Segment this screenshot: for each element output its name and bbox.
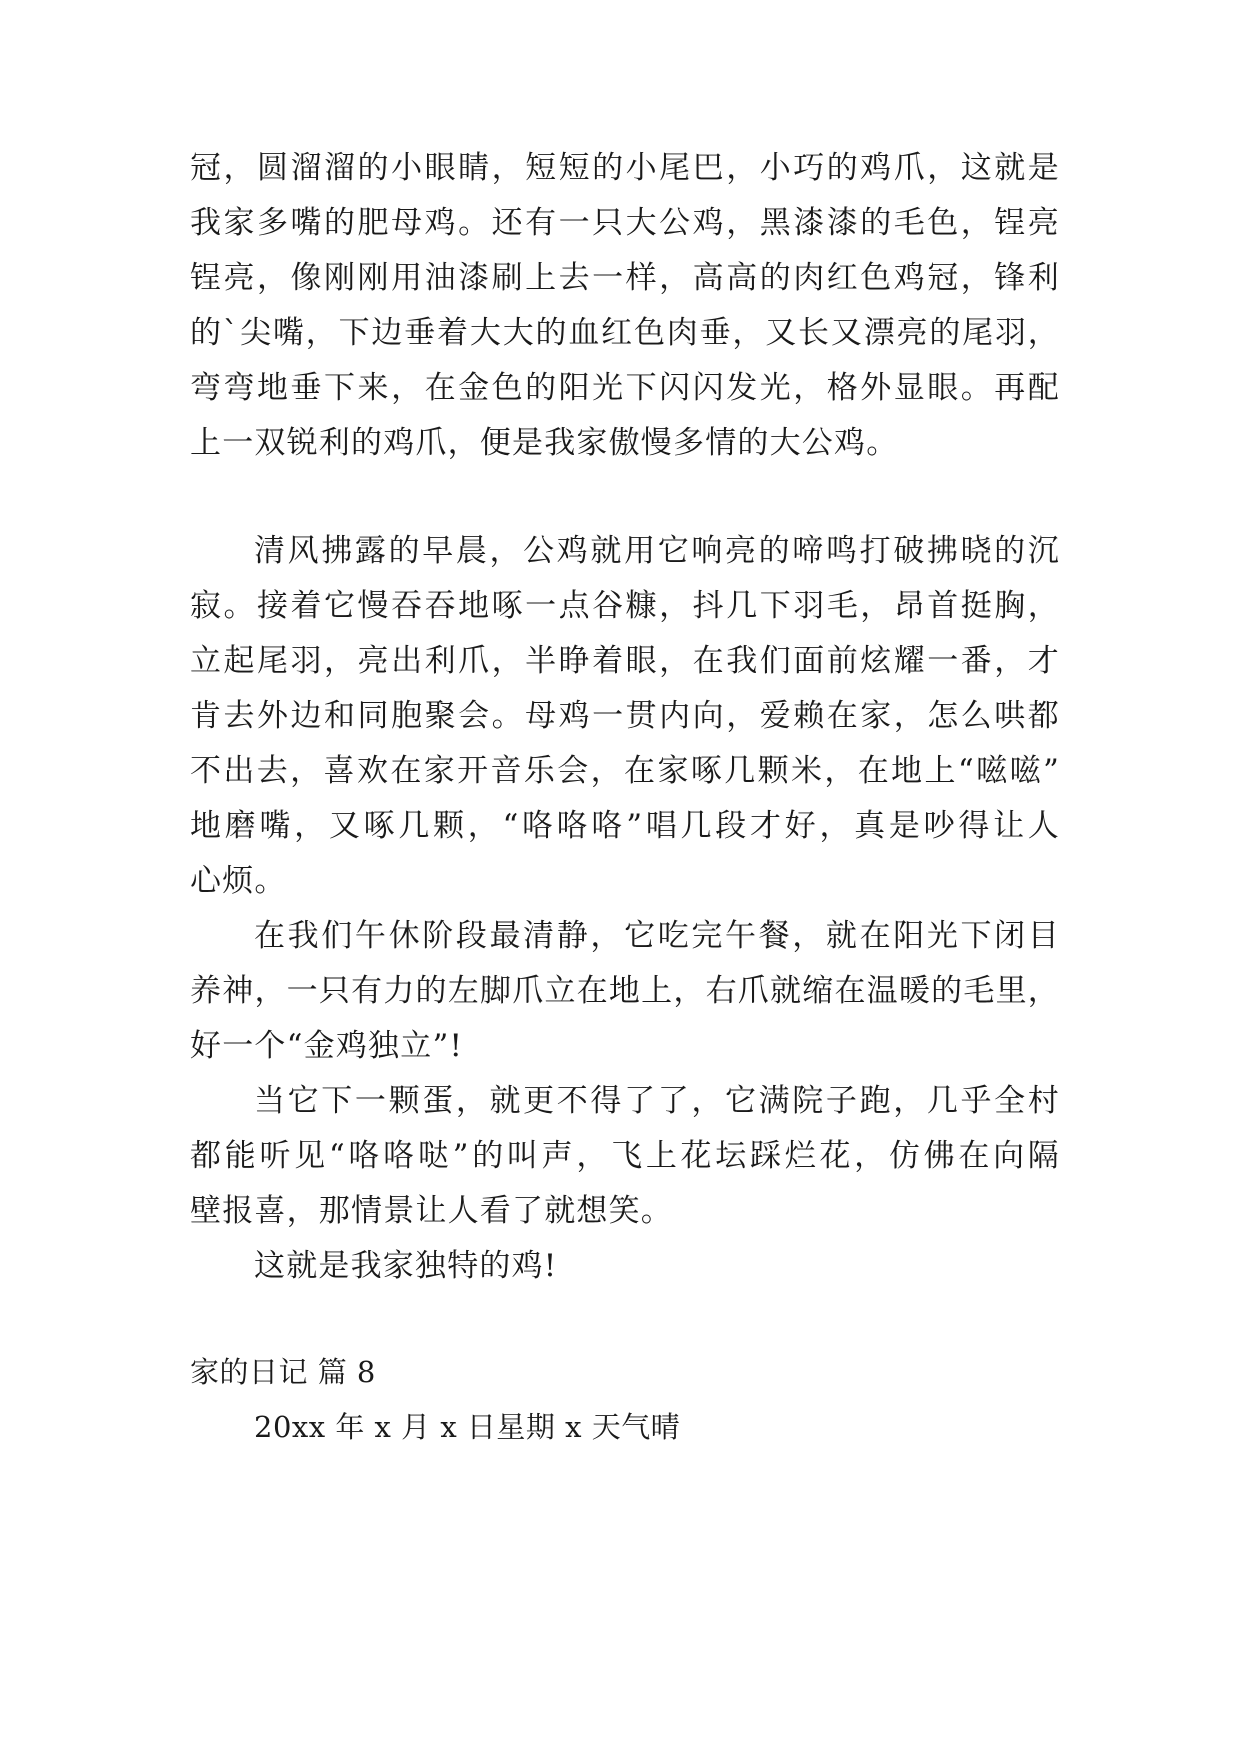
- paragraph-line: 上一双锐利的鸡爪，便是我家傲慢多情的大公鸡。: [190, 425, 899, 461]
- paragraph-line: 心烦。: [190, 863, 287, 899]
- paragraph-line: 壁报喜，那情景让人看了就想笑。: [190, 1193, 673, 1229]
- paragraph-line: 当它下一颗蛋，就更不得了了，它满院子跑，几乎全村: [254, 1083, 1060, 1119]
- paragraph-line: 冠，圆溜溜的小眼睛，短短的小尾巴，小巧的鸡爪，这就是: [190, 150, 1060, 186]
- paragraph-line: 在我们午休阶段最清静，它吃完午餐，就在阳光下闭目: [254, 918, 1060, 954]
- paragraph-line: 寂。接着它慢吞吞地啄一点谷糠，抖几下羽毛，昂首挺胸，: [190, 588, 1060, 624]
- paragraph-line: 好一个“金鸡独立”!: [190, 1028, 464, 1064]
- paragraph-line: 锃亮，像刚刚用油漆刷上去一样，高高的肉红色鸡冠，锋利: [190, 260, 1060, 296]
- paragraph-line: 养神，一只有力的左脚爪立在地上，右爪就缩在温暖的毛里，: [190, 973, 1060, 1009]
- paragraph-line: 这就是我家独特的鸡!: [254, 1248, 558, 1284]
- section-heading: 家的日记 篇 8: [190, 1355, 376, 1389]
- paragraph-line: 我家多嘴的肥母鸡。还有一只大公鸡，黑漆漆的毛色，锃亮: [190, 205, 1060, 241]
- paragraph-line: 清风拂露的早晨，公鸡就用它响亮的啼鸣打破拂晓的沉: [254, 533, 1060, 569]
- paragraph-line: 立起尾羽，亮出利爪，半睁着眼，在我们面前炫耀一番，才: [190, 643, 1060, 679]
- paragraph-line: 的`尖嘴，下边垂着大大的血红色肉垂，又长又漂亮的尾羽，: [190, 315, 1060, 351]
- paragraph-line: 肯去外边和同胞聚会。母鸡一贯内向，爱赖在家，怎么哄都: [190, 698, 1060, 734]
- paragraph-line: 地磨嘴，又啄几颗，“咯咯咯”唱几段才好，真是吵得让人: [190, 808, 1060, 844]
- date-line: 20xx 年 x 月 x 日星期 x 天气晴: [254, 1410, 681, 1444]
- paragraph-line: 弯弯地垂下来，在金色的阳光下闪闪发光，格外显眼。再配: [190, 370, 1060, 406]
- paragraph-line: 都能听见“咯咯哒”的叫声，飞上花坛踩烂花，仿佛在向隔: [190, 1138, 1060, 1174]
- paragraph-line: 不出去，喜欢在家开音乐会，在家啄几颗米，在地上“嗞嗞”: [190, 753, 1060, 789]
